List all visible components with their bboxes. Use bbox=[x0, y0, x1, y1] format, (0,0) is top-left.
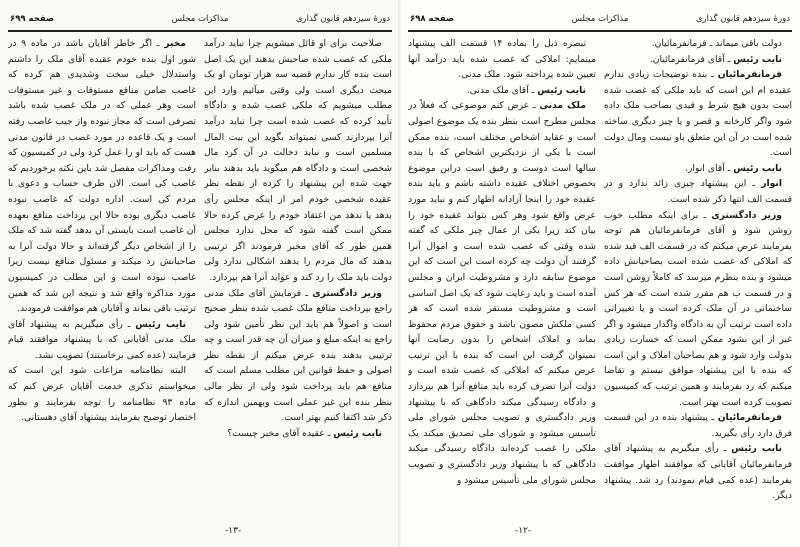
page-label: صفحه ۶۹۹ bbox=[10, 14, 55, 24]
speaker-name: نایب رئیس bbox=[537, 84, 586, 96]
speaker-name: انوار bbox=[761, 178, 782, 190]
paragraph: ملک مدنی ـ عرض کنم موضوعی که فعلاً در مجلس مطرح است بنظر بنده یک موضوع اصولی است و عقاید اشخاص مختلف است، بنده ممکن است با یکی از نزدیکترین اشخاص که با بنده سالها است دوست و رفیق است دراین موضوع بخصوص اختلاف عقیده داشته باشم و باید بنده عقیده خود را اینجا آزادانه اظهار کنم و نباید مورد عرض واقع شود وهر کس بتواند عقیده خود را بیان کند زیرا یکی از عمال چیز ملکی که گفته شده وقتی که غصب شده است و اموال آنرا گرفتند آن دولت چه کرده است این است که این موضوع سابقه دارد و مشروطیت ایران و مجلس آمده است و باید رعایت شود که یک اصل اساسی است و مشروطیت مستقر شده است که هر کسی ملکش مصون باشد و حقوق مردم محفوظ بماند و املاک اشخاص را بدون رضایت آنها نمیتوان گرفت این است که بنده با این ترتیب عرض میکنم که املاکی که غصب شده است و دولت آنرا تصرف کرده باید منافع آنرا هم بپردازد و دادگاه رسیدگی میکند دادگاهی که با پیشنهاد وزیر دادگستری و تصویب مجلس شورای ملی تأسیس میشود و شورای ملی تصدیق میکند یک ملکی را غصب کرده‌اند دادگاه رسیدگی میکند دادگاهی که با پیشنهاد وزیر دادگستری و تصویب مجلس شورای ملی تأسیس میشود و bbox=[408, 100, 596, 486]
session-title: دورهٔ سیزدهم قانون گذاری bbox=[295, 14, 390, 24]
speaker-name: نایب رئیس bbox=[135, 318, 186, 330]
speaker-name: وزیر دادگستری bbox=[312, 287, 382, 299]
paragraph-text: البته نظامنامه مراعات شود این است که میخواستم تذکری خدمت آقایان عرض کنم که ماده ۹۳ نظامنامه را توجه بفرمایند و بطور اختصار توضیح بفرمایند پیشنهاد آقای دهستانی. bbox=[8, 365, 196, 424]
speaker-name: مخبر bbox=[164, 38, 186, 49]
paragraph-text: برای اینکه مطلب خوب روشن شود و آقای فرمانفرمائیان هم توجه بفرمایند عرض میکنم که در قسمت الف قید شده که املاکی که غصب شده است بصاحبانش داده میشود و بنده بنظرم میرسد که کاملاً روشن است و در قسمت ب هم مقرر شده است که هر کس ساختمانی در آن ملک کرده است و یا تغییراتی داده است ترتیب آن به دادگاه واگذار میشود و اگر غیر از این بشود ممکن است که خسارت زیادی بدولت وارد شود و هم بصاحبان املاک و این است که بنده با این پیشنهاد موافق نیستم و تقاضا میکنم که رد بفرمایند و همین ترتیب که کمیسیون تصویب کرده است بهتر است. bbox=[604, 209, 792, 408]
paragraph-text: اگر خاطر آقایان باشد در ماده ۹ در شور اول بنده خودم عقیده آقای ملک را داشتم واستدلال خیلی سخت وشدیدی هم کرده که غاصب ضامن منافع مستوفات و غیر مستوفات است وهر عملی که در ملک غصب شده باشد تصرفی است که مجاز نبوده واز جیب غاصب رفته است و یک قاعده در مورد غصب در قانون مدنی هست که باید او را عمل کرد ولی در کمیسیون که رفت ومذاکرات مفصل شد باین نکته برخوردیم که غاصب کی است. الان طرف حساب و دعوی با مردم کی است. اداره دولت که غاصب نبوده غاصب دیگری بوده حالا این پرداخت منافع بعهده آن غاصب است بایستی آن بدهد گفته شد که ملک را از اشخاص دیگر گرفته‌اند و حالا دولت آنرا به صاحبانش رد میکند و مسئول منافع نیست زیرا غاصب نبوده است و این مطلب در کمیسیون مورد مذاکره واقع شد و نتیجه این شد که همین ترتیب باقی بماند و آقایان هم موافقت فرمودند. bbox=[8, 38, 196, 315]
paragraph-text: این پیشنهاد چیزی زائد ندارد و در قسمت الف انتها ذکر شده است. bbox=[604, 178, 792, 205]
paragraph: فرمانفرمائیان ـ بنده توضیحات زیادی ندارم عقیده ام این است که باید ملکی که غصب شده است بدون هیچ شرط و قیدی بصاحب ملک داده شود واگر کارخانه و قصر و یا چیز دیگری ساخته شده است در آن این متعلق باو نیست ومال دولت است. bbox=[604, 69, 792, 159]
speaker-name: فرمانفرمائیان bbox=[717, 69, 782, 81]
page-label: صفحه ۶۹۸ bbox=[410, 14, 455, 24]
speaker-name: نایب رئیس bbox=[333, 427, 382, 439]
paragraph: وزیر دادگستری ـ فرمایش آقای ملک مدنی راجع بپرداخت منافع ملک غصب شده بنظر صحیح است و اصولاً هم باید این نظر تأمین شود ولی راجع به اینکه مبلغ و میزان آن چه قدر است و چه ترتیبی بدهند بنده عرض میکنم از نقطه نظر اصولی و حفظ قوانین این مطلب مسلم است که منافع هم باید پرداخت شود ولی از نظر مالی بنظر بنده این غیر عملی است وبهمین اندازه که ذکر شد اکتفا کنیم بهتر است. bbox=[204, 287, 392, 424]
publication-title: مذاکرات مجلس bbox=[571, 14, 629, 24]
paragraph bbox=[408, 36, 596, 83]
paragraph-text: رأی میگیریم به پیشنهاد آقای فرمانفرمائیان آقایانی که موافقند اظهار موافقت بفرمایند (عده کمی قیام نمودند) رد شد. پیشنهاد دیگر. bbox=[604, 443, 792, 502]
paragraph-text: پیشنهاد بنده در این قسمت فرق دارد رأی بگیرید. bbox=[604, 412, 792, 439]
header-rule bbox=[8, 30, 392, 32]
paragraph-text: صلاحیت برای او قائل میشویم چرا نباید درآمد ملکی که غصب شده صاحبش بدهند این یک اصل است بنده کار ندارم قضیه سه هزار تومان او یک مبحث دیگری است ولی وقتی میآئیم وارد این مطلب میشویم که ملکی غصب شده و دادگاه تأیید کرده که غصب شده است چرا نباید درآمد آنرا بپردازند کسی نمیتواند بگوید این بیت المال مسلمین است و نباید دخالت در آن کرد مال شخصی است و دادگاه هم میگوید باید بدهند بنابر جهت شده این پیشنهاد را کرده از نقطه نظر عقیده شخصی خودم امر از اینکه مجلس رأی بدهد یا ندهد من اعتقاد خودم را عرض کرده حالا ممکن است گفته شود که محل ندارد مجلس همین طور که آقای مخبر فرمودند اگر ترتیبی بدهند که مال مردم را بدهند اشکالی ندارد ولی دولت باید ملک را رد کند و عواید آنرا هم بپردازد. bbox=[204, 38, 392, 283]
text-column-right bbox=[204, 36, 392, 518]
paragraph: وزیر دادگستری ـ برای اینکه مطلب خوب روشن شود و آقای فرمانفرمائیان هم توجه بفرمایند عرض میکنم که در قسمت الف قید شده که املاکی که غصب شده است بصاحبانش داده میشود و بنده بنظرم میرسد که کاملاً روشن است و در قسمت ب هم مقرر شده است که هر کس ساختمانی در آن ملک کرده است و یا تغییراتی داده است ترتیب آن به دادگاه واگذار میشود و اگر غیر از این بشود ممکن است که خسارت زیادی بدولت وارد شود و هم بصاحبان املاک و این است که بنده با این پیشنهاد موافق نیستم و تقاضا میکنم که رد بفرمایند و همین ترتیب که کمیسیون تصویب کرده است بهتر است. bbox=[604, 209, 792, 408]
paragraph-text: تبصره ذیل را بماده ۱۴ قسمت الف پیشنهاد مینمایم: املاکی که غصب شده باید درآمد آنها تعیین شده پرداخته شود. ملک مدنی. bbox=[408, 38, 596, 81]
page-number: -۱۲- bbox=[515, 526, 532, 536]
paragraph-text: آقای ملک مدنی. bbox=[466, 84, 529, 96]
paragraph bbox=[604, 36, 792, 52]
paragraph: نایب رئیس ـ آقای فرمانفرمائیان. bbox=[649, 53, 782, 65]
paragraph: مخبر ـ اگر خاطر آقایان باشد در ماده ۹ در شور اول بنده خودم عقیده آقای ملک را داشتم واستدلال خیلی سخت وشدیدی هم کرده که غاصب ضامن منافع مستوفات و غیر مستوفات است وهر عملی که در ملک غصب شده باشد تصرفی است که مجاز نبوده واز جیب غاصب رفته است و یک قاعده در مورد غصب در قانون مدنی هست که باید او را عمل کرد ولی در کمیسیون که رفت ومذاکرات مفصل شد باین نکته برخوردیم که غاصب کی است. الان طرف حساب و دعوی با مردم کی است. اداره دولت که غاصب نبوده غاصب دیگری بوده حالا این پرداخت منافع بعهده آن غاصب است بایستی آن بدهد گفته شد که ملک را از اشخاص دیگر گرفته‌اند و حالا دولت آنرا به صاحبانش رد میکند و مسئول منافع نیست زیرا غاصب نبوده است و این مطلب در کمیسیون مورد مذاکره واقع شد و نتیجه این شد که همین ترتیب باقی بماند و آقایان هم موافقت فرمودند. bbox=[8, 38, 196, 315]
header-rule bbox=[408, 30, 792, 32]
book-gutter bbox=[398, 0, 402, 547]
text-column-right bbox=[604, 36, 792, 518]
page-number: -۱۳- bbox=[225, 526, 242, 536]
paragraph: نایب رئیس ـ رأی میگیریم به پیشنهاد آقای ملک مدنی آقایانی که با پیشنهاد موافقند قیام فرمایند (عده کمی برخاستند) تصویب نشد. bbox=[8, 318, 196, 361]
speaker-name: نایب رئیس bbox=[733, 53, 782, 65]
paragraph-text: عقیده آقای مخبر چیست؟ bbox=[227, 427, 325, 439]
paragraph bbox=[204, 36, 392, 286]
page-header bbox=[10, 14, 390, 28]
text-column-left bbox=[408, 36, 596, 518]
paragraph-text: دولت باقی میماند ـ فرمانفرمائیان. bbox=[651, 38, 782, 49]
publication-title: مذاکرات مجلس bbox=[171, 14, 229, 24]
paragraph-text: فرمایش آقای ملک مدنی راجع بپرداخت منافع ملک غصب شده بنظر صحیح است و اصولاً هم باید این نظر تأمین شود ولی راجع به اینکه مبلغ و میزان آن چه قدر است و چه ترتیبی بدهند بنده عرض میکنم از نقطه نظر اصولی و حفظ قوانین این مطلب مسلم است که منافع هم باید پرداخت شود ولی از نظر مالی بنظر بنده این غیر عملی است وبهمین اندازه که ذکر شد اکتفا کنیم بهتر است. bbox=[204, 287, 392, 424]
right-page bbox=[400, 0, 800, 547]
speaker-name: وزیر دادگستری bbox=[711, 209, 782, 221]
page-header bbox=[410, 14, 790, 28]
paragraph: نایب رئیس ـ آقای ملک مدنی. bbox=[466, 84, 586, 96]
paragraph: نایب رئیس ـ رأی میگیریم به پیشنهاد آقای فرمانفرمائیان آقایانی که موافقند اظهار موافقت بفرمایند (عده کمی قیام نمودند) رد شد. پیشنهاد دیگر. bbox=[604, 443, 792, 502]
paragraph: نایب رئیس ـ عقیده آقای مخبر چیست؟ bbox=[227, 427, 382, 439]
paragraph: انوار ـ این پیشنهاد چیزی زائد ندارد و در قسمت الف انتها ذکر شده است. bbox=[604, 178, 792, 205]
text-column-left bbox=[8, 36, 196, 518]
speaker-name: فرمانفرمائیان bbox=[717, 412, 782, 424]
speaker-name: ملک مدنی bbox=[539, 100, 586, 112]
paragraph-text: آقای فرمانفرمائیان. bbox=[649, 53, 725, 65]
speaker-name: نایب رئیس bbox=[733, 162, 782, 174]
speaker-name: نایب رئیس bbox=[731, 443, 782, 455]
paragraph-text: آقای انوار. bbox=[685, 162, 725, 174]
paragraph-text: رأی میگیریم به پیشنهاد آقای ملک مدنی آقایانی که با پیشنهاد موافقند قیام فرمایند (عده کمی برخاستند) تصویب نشد. bbox=[8, 318, 196, 361]
paragraph bbox=[8, 363, 196, 425]
paragraph-text: بنده توضیحات زیادی ندارم عقیده ام این است که باید ملکی که غصب شده است بدون هیچ شرط و قیدی بصاحب ملک داده شود واگر کارخانه و قصر و یا چیز دیگری ساخته شده است در آن این متعلق باو نیست ومال دولت است. bbox=[604, 69, 792, 159]
paragraph-text: عرض کنم موضوعی که فعلاً در مجلس مطرح است بنظر بنده یک موضوع اصولی است و عقاید اشخاص مختلف است، بنده ممکن است با یکی از نزدیکترین اشخاص که با بنده سالها است دوست و رفیق است دراین موضوع بخصوص اختلاف عقیده داشته باشم و باید بنده عقیده خود را اینجا آزادانه اظهار کنم و نباید مورد عرض واقع شود وهر کس بتواند عقیده خود را بیان کند زیرا یکی از عمال چیز ملکی که گفته شده وقتی که غصب شده است و اموال آنرا گرفتند آن دولت چه کرده است این است که این موضوع سابقه دارد و مشروطیت ایران و مجلس آمده است و باید رعایت شود که یک اصل اساسی است و مشروطیت مستقر شده است که هر کسی ملکش مصون باشد و حقوق مردم محفوظ بماند و املاک اشخاص را بدون رضایت آنها نمیتوان گرفت این است که بنده با این ترتیب عرض میکنم که املاکی که غصب شده است و دولت آنرا تصرف کرده باید منافع آنرا هم بپردازد و دادگاه رسیدگی میکند دادگاهی که با پیشنهاد وزیر دادگستری و تصویب مجلس شورای ملی تأسیس میشود و شورای ملی تصدیق میکند یک ملکی را غصب کرده‌اند دادگاه رسیدگی میکند دادگاهی که با پیشنهاد وزیر دادگستری و تصویب مجلس شورای ملی تأسیس میشود و bbox=[408, 100, 596, 486]
session-title: دورهٔ سیزدهم قانون گذاری bbox=[695, 14, 790, 24]
paragraph: نایب رئیس ـ آقای انوار. bbox=[685, 162, 782, 174]
paragraph: فرمانفرمائیان ـ پیشنهاد بنده در این قسمت فرق دارد رأی بگیرید. bbox=[604, 412, 792, 439]
